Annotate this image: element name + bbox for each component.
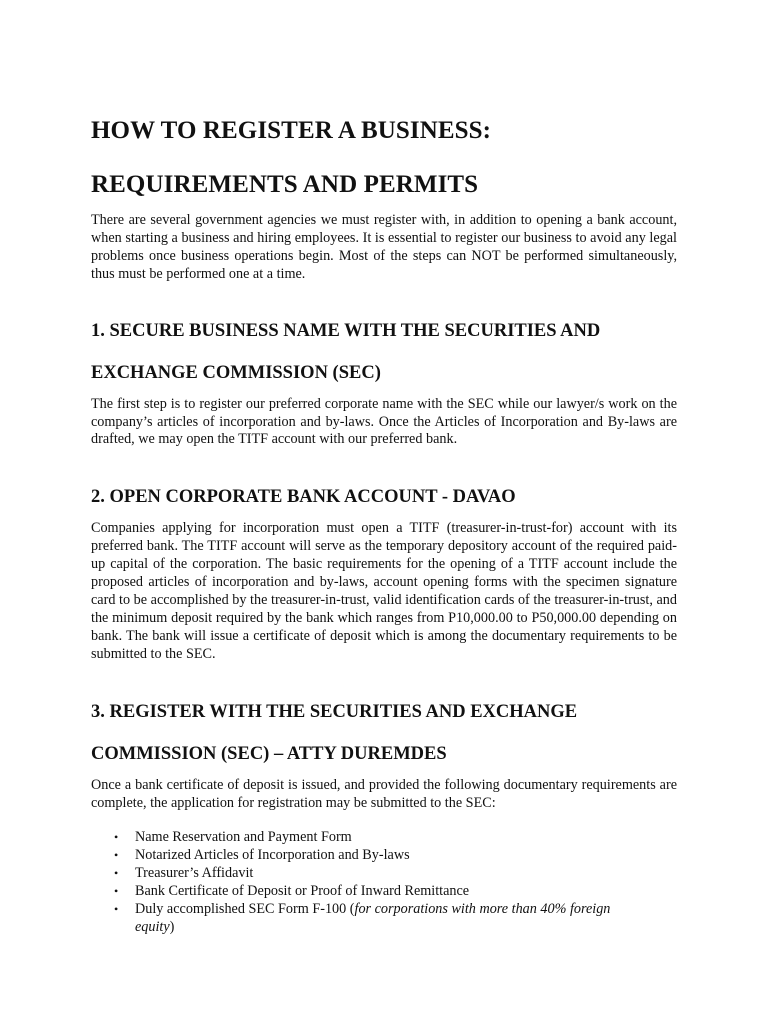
- list-item: [114, 883, 677, 901]
- bullet-icon: •: [114, 848, 119, 863]
- bullet-icon: •: [114, 866, 119, 881]
- page-title-line-2: REQUIREMENTS AND PERMITS: [91, 171, 479, 198]
- bullet-icon: •: [114, 902, 119, 917]
- list-item: [114, 901, 677, 937]
- section-3-heading-line-1: 3. REGISTER WITH THE SECURITIES AND EXCHANGE: [91, 701, 578, 722]
- intro-paragraph: There are several government agencies we must register with, in addition to opening a bank account, when starting a business and hiring employees. It is essential to register our business to avoid any legal problems once business operations begin. Most of the steps can NOT be performed simultaneously, thus must be performed one at a time.: [91, 212, 677, 282]
- section-1-heading-line-1: 1. SECURE BUSINESS NAME WITH THE SECURITIES AND: [91, 320, 601, 341]
- section-1-paragraph: The first step is to register our preferred corporate name with the SEC while our lawyer/s work on the company’s articles of incorporation and by-laws. Once the Articles of Incorporation and By-laws are drafted, we may open the TITF account with our preferred bank.: [91, 395, 677, 448]
- bullet-icon: •: [114, 830, 119, 845]
- requirements-list: [91, 829, 677, 936]
- list-item-text: Name Reservation and Payment Form: [135, 829, 352, 846]
- list-item: [114, 829, 677, 847]
- section-1-heading-line-2: EXCHANGE COMMISSION (SEC): [91, 362, 381, 383]
- list-item-text: [135, 901, 610, 935]
- list-item-text-plain: Duly accomplished SEC Form F-100 (: [135, 901, 355, 918]
- list-item-text: Treasurer’s Affidavit: [135, 865, 254, 882]
- section-2-heading: 2. OPEN CORPORATE BANK ACCOUNT - DAVAO: [91, 487, 516, 508]
- document-page: [91, 116, 677, 937]
- list-item-text-italic: for corporations with more than 40% foreign equity: [135, 901, 611, 935]
- list-item: [114, 865, 677, 883]
- section-2-paragraph: Companies applying for incorporation must open a TITF (treasurer-in-trust-for) account with its preferred bank. The TITF account will serve as the temporary depository account of the required paid-up capital of the corporation. The basic requirements for the opening of a TITF account include the proposed articles of incorporation and by-laws, account opening forms with the specimen signature card to be accomplished by the treasurer-in-trust, valid identification cards of the treasurer-in-trust, and the minimum deposit required by the bank which ranges from P10,000.00 to P50,000.00 depending on bank. The bank will issue a certificate of deposit which is among the documentary requirements to be submitted to the SEC.: [91, 520, 677, 662]
- list-item-text: Bank Certificate of Deposit or Proof of Inward Remittance: [135, 883, 470, 900]
- page-title-line-1: HOW TO REGISTER A BUSINESS:: [91, 117, 492, 144]
- section-3-paragraph: Once a bank certificate of deposit is issued, and provided the following documentary requirements are complete, the application for registration may be submitted to the SEC:: [91, 776, 677, 811]
- list-item: [114, 847, 677, 865]
- list-item-text: Notarized Articles of Incorporation and By-laws: [135, 847, 410, 864]
- bullet-icon: •: [114, 884, 119, 899]
- section-3-heading-line-2: COMMISSION (SEC) – ATTY DUREMDES: [91, 743, 447, 764]
- list-item-text-close: ): [169, 918, 175, 935]
